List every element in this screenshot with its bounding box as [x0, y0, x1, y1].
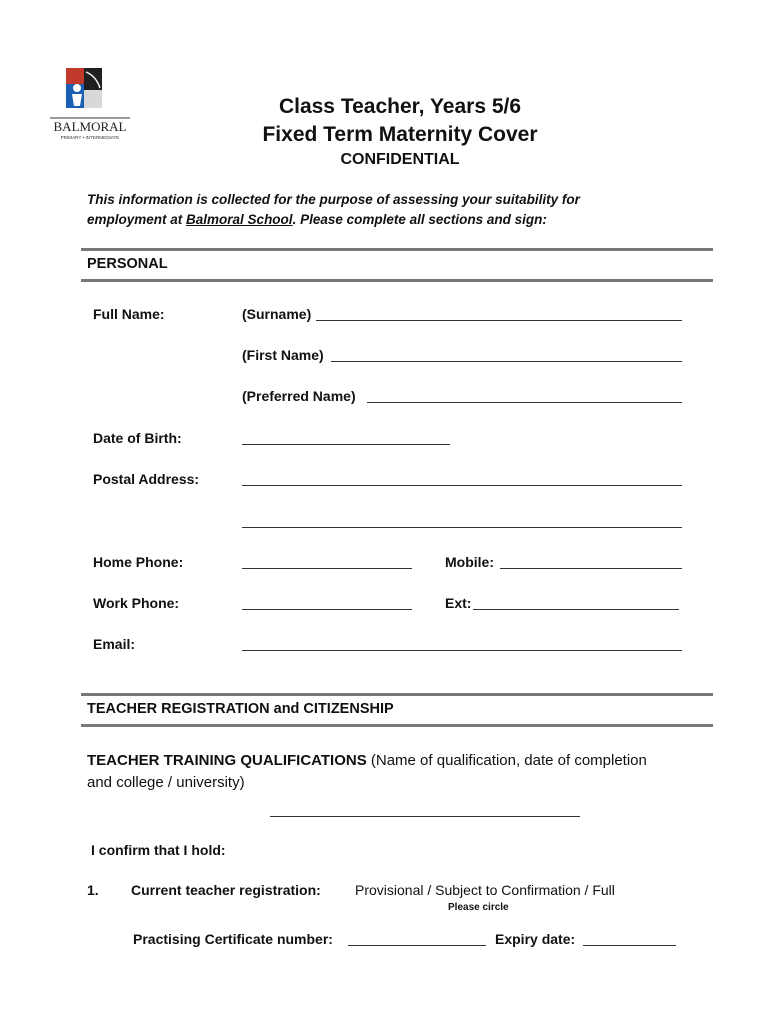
dob-field[interactable] [242, 430, 450, 445]
practising-certificate-label: Practising Certificate number: [133, 931, 333, 947]
postal-address-field-2[interactable] [242, 513, 682, 528]
first-name-label: (First Name) [242, 347, 324, 363]
qualifications-desc-line-2: and college / university) [87, 774, 245, 791]
qualifications-field[interactable] [270, 802, 580, 817]
intro-text: employment at [87, 212, 187, 227]
current-registration-label: Current teacher registration: [131, 882, 321, 898]
work-phone-field[interactable] [242, 595, 412, 610]
logo-figure-head [73, 84, 81, 92]
qualifications-desc: (Name of qualification, date of completion [366, 752, 647, 769]
preferred-name-field[interactable] [367, 388, 682, 403]
item-number-1: 1. [87, 882, 99, 898]
please-circle-note: Please circle [448, 902, 509, 913]
practising-certificate-field[interactable] [348, 931, 486, 946]
mobile-label: Mobile: [445, 554, 494, 570]
dob-label: Date of Birth: [93, 430, 182, 446]
section-header-registration [81, 693, 713, 727]
section-header-personal [81, 248, 713, 282]
school-name-link: Balmoral School [186, 212, 293, 227]
title-line-2: Fixed Term Maternity Cover [262, 123, 538, 146]
ext-field[interactable] [473, 595, 679, 610]
qualifications-title: TEACHER TRAINING QUALIFICATIONS [87, 752, 367, 769]
section-title-registration: TEACHER REGISTRATION and CITIZENSHIP [87, 701, 394, 717]
intro-line-2 [87, 212, 547, 227]
logo-name-text: BALMORAL [53, 119, 127, 134]
first-name-field[interactable] [331, 347, 682, 362]
qualifications-heading [87, 752, 647, 769]
confidential-label: CONFIDENTIAL [340, 151, 460, 168]
surname-label: (Surname) [242, 306, 312, 322]
intro-line-1: This information is collected for the purpose of assessing your suitability for [87, 192, 580, 207]
mobile-field[interactable] [500, 554, 682, 569]
title-line-1: Class Teacher, Years 5/6 [278, 95, 522, 118]
email-field[interactable] [242, 636, 682, 651]
logo-sub-text: PRIMARY • INTERMEDIATE [60, 135, 120, 140]
email-label: Email: [93, 636, 136, 652]
section-title-personal: PERSONAL [87, 256, 168, 272]
postal-address-field-1[interactable] [242, 471, 682, 486]
expiry-date-field[interactable] [583, 931, 676, 946]
postal-address-label: Postal Address: [93, 471, 200, 487]
home-phone-label: Home Phone: [93, 554, 184, 570]
work-phone-label: Work Phone: [93, 595, 180, 611]
logo-red-block [66, 68, 84, 84]
ext-label: Ext: [445, 595, 472, 611]
intro-text-end: . Please complete all sections and sign: [292, 212, 547, 227]
expiry-date-label: Expiry date: [495, 931, 576, 947]
surname-field[interactable] [316, 306, 682, 321]
registration-options[interactable]: Provisional / Subject to Confirmation / Full [355, 882, 615, 898]
home-phone-field[interactable] [242, 554, 412, 569]
preferred-name-label: (Preferred Name) [242, 388, 356, 404]
confirm-label: I confirm that I hold: [91, 842, 226, 858]
full-name-label: Full Name: [93, 306, 165, 322]
